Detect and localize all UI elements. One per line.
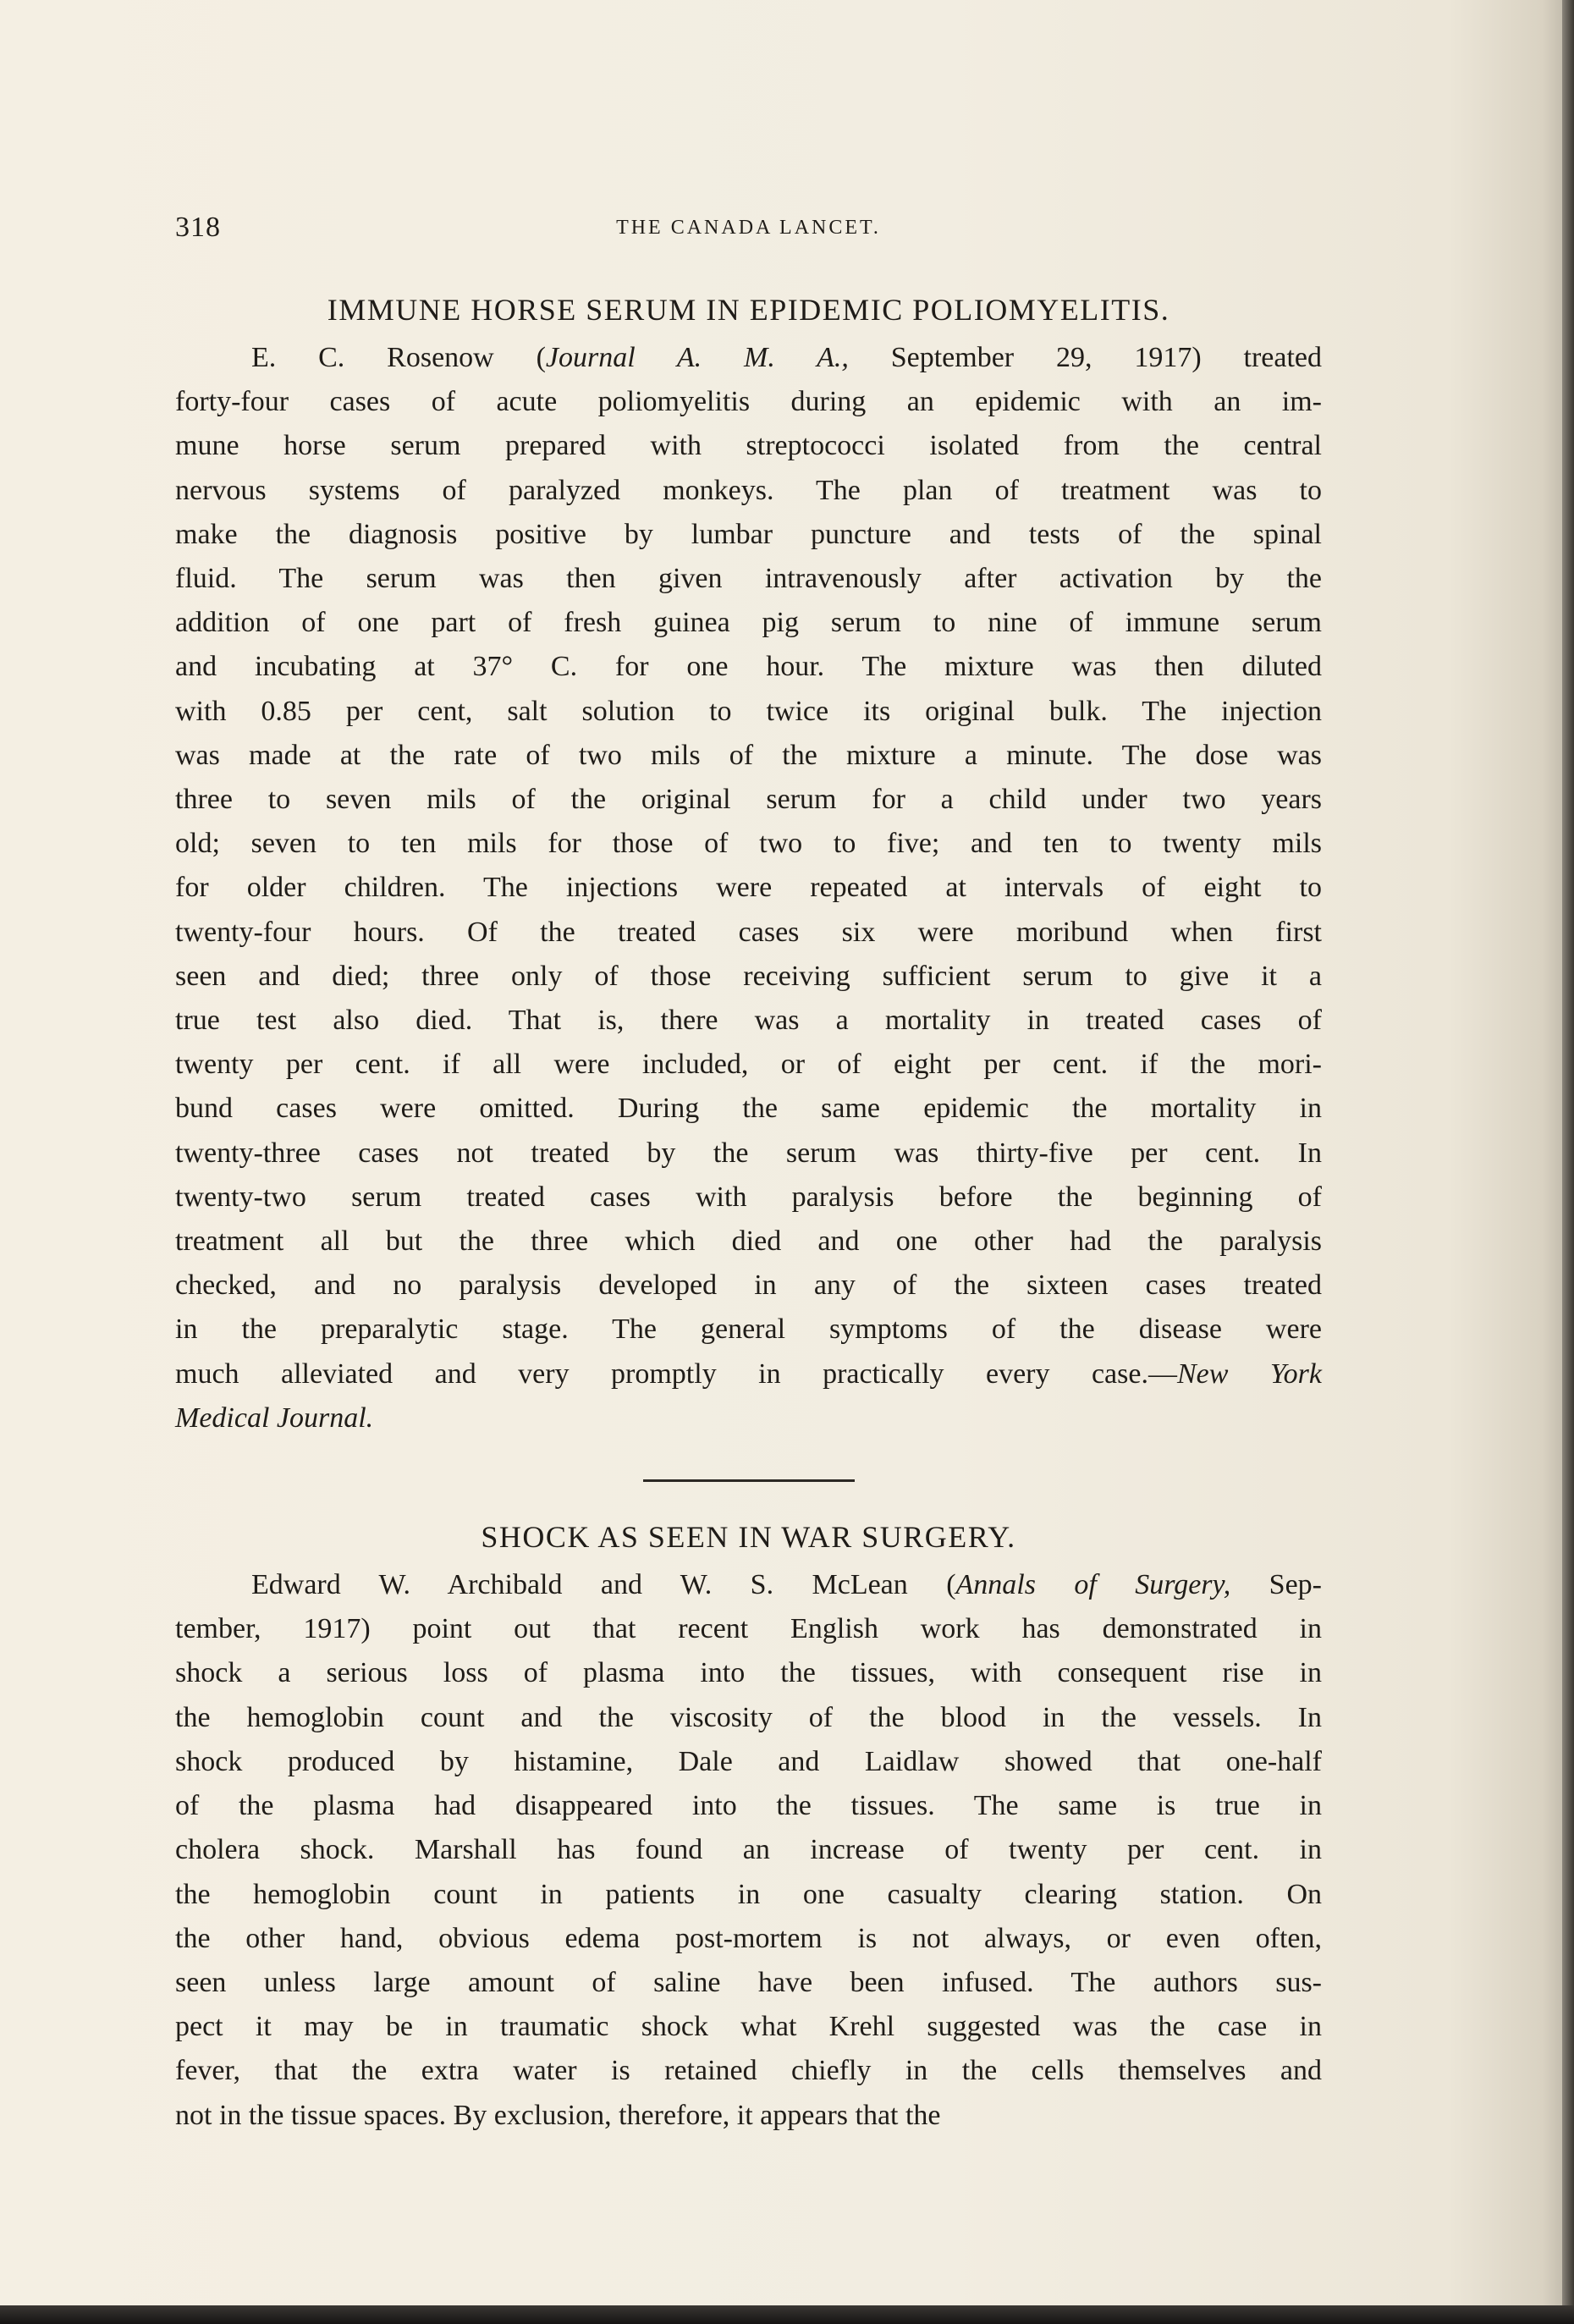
text-line	[175, 513, 1322, 557]
text-line	[175, 2005, 1322, 2049]
text-line	[175, 1043, 1322, 1087]
page-edge-shadow	[1562, 0, 1574, 2324]
text-segment: nervous systems of paralyzed monkeys. The plan of treatment was to	[175, 474, 1322, 506]
text-line	[175, 1651, 1322, 1695]
text-segment: make the diagnosis positive by lumbar puncture and tests of the spinal	[175, 518, 1322, 550]
text-segment: shock produced by histamine, Dale and Laidlaw showed that one-half	[175, 1745, 1322, 1777]
section-divider	[643, 1479, 855, 1482]
text-line	[175, 424, 1322, 468]
text-segment: the hemoglobin count in patients in one casualty clearing station. On	[175, 1878, 1322, 1910]
text-segment: the hemoglobin count and the viscosity of the blood in the vessels. In	[175, 1701, 1322, 1733]
text-line	[175, 1176, 1322, 1220]
article-title: SHOCK AS SEEN IN WAR SURGERY.	[481, 1520, 1016, 1555]
text-segment: for older children. The injections were repeated at intervals of eight to	[175, 872, 1322, 904]
text-line	[175, 645, 1322, 689]
text-segment: checked, and no paralysis developed in any of the sixteen cases treated	[175, 1269, 1322, 1302]
text-segment: seen unless large amount of saline have been infused. The authors sus-	[175, 1966, 1322, 1998]
text-segment: treatment all but the three which died and one other had the paralysis	[175, 1225, 1322, 1258]
text-segment: E. C. Rosenow (	[251, 342, 546, 373]
text-line	[175, 1784, 1322, 1828]
text-segment: twenty-three cases not treated by the serum was thirty-five per cent. In	[175, 1137, 1322, 1169]
text-line	[175, 1873, 1322, 1917]
scan-bottom-border	[0, 2305, 1574, 2324]
text-segment: of the plasma had disappeared into the tissues. The same is true in	[175, 1790, 1322, 1822]
text-line	[175, 955, 1322, 999]
page-number: 318	[175, 212, 221, 243]
text-line	[175, 380, 1322, 424]
text-segment: true test also died. That is, there was a mortality in treated cases of	[175, 1005, 1322, 1037]
page-body	[175, 292, 1322, 2138]
text-segment: pect it may be in traumatic shock what Krehl suggested was the case in	[175, 2011, 1322, 2043]
text-line	[175, 469, 1322, 513]
page-header	[175, 212, 1322, 254]
text-segment: with 0.85 per cent, salt solution to twice its original bulk. The injection	[175, 695, 1322, 727]
text-segment: three to seven mils of the original serum for a child under two years	[175, 784, 1322, 816]
text-line	[175, 1264, 1322, 1308]
article-body	[175, 1563, 1322, 2138]
text-line	[175, 1132, 1322, 1176]
running-head: THE CANADA LANCET.	[616, 217, 881, 239]
text-segment: cholera shock. Marshall has found an increase of twenty per cent. in	[175, 1834, 1322, 1866]
text-segment: seen and died; three only of those receiving sufficient serum to give it a	[175, 960, 1322, 992]
text-segment: September 29, 1917) treated	[848, 342, 1322, 373]
text-line	[175, 1961, 1322, 2005]
text-segment: mune horse serum prepared with streptococci isolated from the central	[175, 430, 1322, 462]
text-segment: twenty-two serum treated cases with paralysis before the beginning of	[175, 1181, 1322, 1213]
text-segment: tember, 1917) point out that recent English work has demonstrated in	[175, 1613, 1322, 1645]
text-segment: not in the tissue spaces. By exclusion, therefore, it appears that the	[175, 2099, 941, 2131]
text-segment: twenty per cent. if all were included, or of eight per cent. if the mori-	[175, 1049, 1322, 1081]
italic-citation: Journal A. M. A.,	[545, 342, 849, 373]
text-segment: and incubating at 37° C. for one hour. The mixture was then diluted	[175, 651, 1322, 683]
text-line	[175, 734, 1322, 778]
text-line	[175, 2094, 1322, 2138]
text-line	[175, 778, 1322, 822]
text-segment: was made at the rate of two mils of the mixture a minute. The dose was	[175, 739, 1322, 771]
italic-citation: New York	[1176, 1358, 1323, 1390]
text-line	[175, 601, 1322, 645]
text-segment: Sep-	[1230, 1569, 1322, 1601]
text-line	[175, 1308, 1322, 1352]
text-segment: shock a serious loss of plasma into the tissues, with consequent rise in	[175, 1657, 1322, 1689]
text-segment: fluid. The serum was then given intravenously after activation by the	[175, 563, 1322, 595]
text-line	[175, 1352, 1322, 1396]
text-segment: much alleviated and very promptly in practically every case.—	[175, 1358, 1177, 1390]
article-body	[175, 336, 1322, 1440]
text-line	[175, 1563, 1322, 1607]
text-line	[175, 999, 1322, 1043]
italic-citation: Medical Journal.	[175, 1402, 374, 1434]
text-line	[175, 1828, 1322, 1872]
text-line	[175, 336, 1322, 380]
text-line	[175, 1917, 1322, 1961]
text-line	[175, 1087, 1322, 1131]
article-title: IMMUNE HORSE SERUM IN EPIDEMIC POLIOMYELITIS.	[327, 293, 1170, 327]
text-line	[175, 1607, 1322, 1651]
text-line	[175, 690, 1322, 734]
text-line	[175, 866, 1322, 910]
text-line	[175, 822, 1322, 866]
text-segment: twenty-four hours. Of the treated cases six were moribund when first	[175, 916, 1322, 948]
text-line	[175, 1696, 1322, 1740]
text-segment: addition of one part of fresh guinea pig serum to nine of immune serum	[175, 607, 1322, 639]
text-segment: old; seven to ten mils for those of two to five; and ten to twenty mils	[175, 828, 1322, 860]
text-segment: in the preparalytic stage. The general symptoms of the disease were	[175, 1313, 1322, 1346]
text-line	[175, 2049, 1322, 2093]
text-line	[175, 911, 1322, 955]
text-segment: fever, that the extra water is retained chiefly in the cells themselves and	[175, 2055, 1322, 2087]
text-line	[175, 1740, 1322, 1784]
text-segment: the other hand, obvious edema post-mortem is not always, or even often,	[175, 1922, 1322, 1954]
text-segment: bund cases were omitted. During the same epidemic the mortality in	[175, 1093, 1322, 1125]
text-segment: Edward W. Archibald and W. S. McLean (	[251, 1569, 956, 1601]
text-segment: forty-four cases of acute poliomyelitis during an epidemic with an im-	[175, 386, 1322, 418]
text-line	[175, 1396, 1322, 1440]
italic-citation: Annals of Surgery,	[955, 1569, 1231, 1601]
text-line	[175, 557, 1322, 601]
text-line	[175, 1220, 1322, 1264]
